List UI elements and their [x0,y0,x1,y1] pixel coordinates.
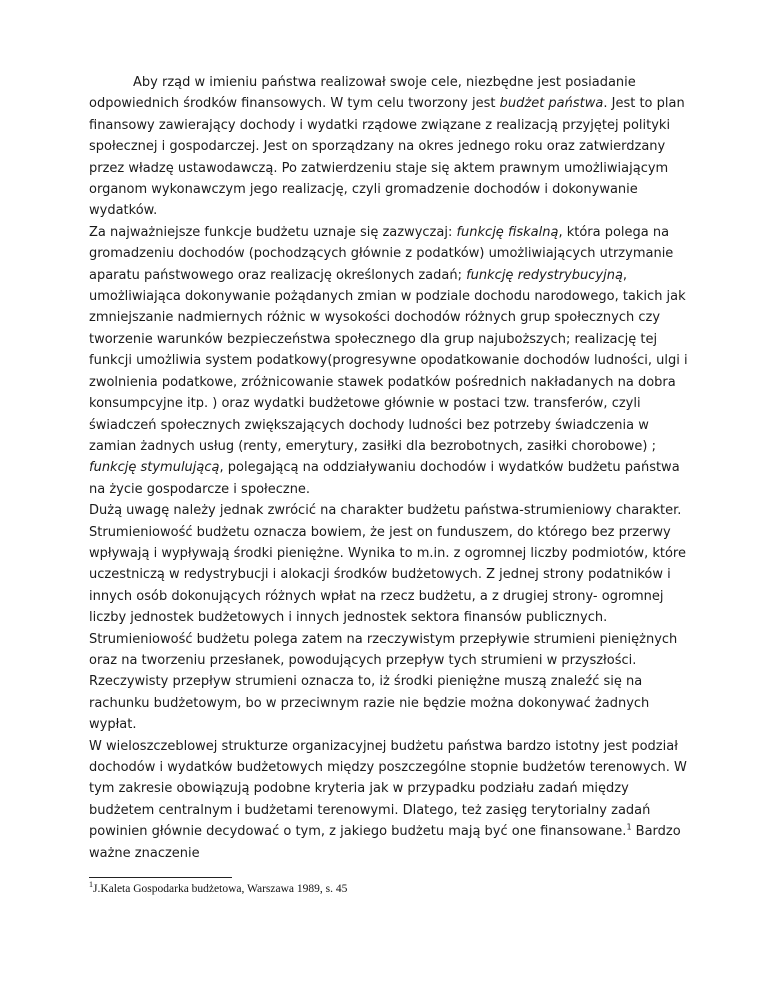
body-text [89,72,689,864]
footnote-reference[interactable]: 1 [626,822,632,832]
emphasis-funkcja-redystrybucyjna: funkcję redystrybucyjną [466,267,623,283]
footnote-marker: 1 [89,880,93,890]
paragraph-3: Dużą uwagę należy jednak zwrócić na charakter budżetu państwa-strumieniowy charakter. Strumieniowość budżetu oznacza bowiem, że jest on funduszem, do którego bez przerwy wpływają i wypływają środki pieniężne. Wynika to m.in. z ogromnej liczby podmiotów, które uczestniczą w redystrybucji i alokacji środków budżetowych. Z jednej strony podatników i innych osób dokonujących różnych wpłat na rzecz budżetu, a z drugiej strony- ogromnej liczby jednostek budżetowych i innych jednostek sektora finansów publicznych. [89,503,686,626]
footnote-separator [89,877,232,878]
paragraph-2: Za najważniejsze funkcje budżetu uznaje się zazwyczaj: funkcję fiskalną, która polega na gromadzeniu dochodów (pochodzących głównie z podatków) umożliwiających utrzymanie aparatu państwowego oraz realizację określonych zadań; funkcję redystrybucyjną, umożliwiająca dokonywanie pożądanych zmian w podziale dochodu narodowego, takich jak zmniejszanie nadmiernych różnic w wysokości dochodów różnych grup społecznych czy tworzenie warunków bezpieczeństwa społecznego dla grup najuboższych; realizację tej funkcji umożliwia system podatkowy(progresywne opodatkowanie dochodów ludności, ulgi i zwolnienia podatkowe, zróżnicowanie stawek podatków pośrednich nakładanych na dobra konsumpcyjne itp. ) oraz wydatki budżetowe głównie w postaci tzw. transferów, czyli świadczeń społecznych zwiększających dochody ludności bez potrzeby świadczenia w zamian żadnych usług (renty, emerytury, zasiłki dla bezrobotnych, zasiłki chorobowe) ; funkcję stymulującą, polegającą na oddziaływaniu dochodów i wydatków budżetu państwa na życie gospodarcze i społeczne. [89,224,688,497]
paragraph-5: Rzeczywisty przepływ strumieni oznacza to, iż środki pieniężne muszą znaleźć się na rachunku budżetowym, bo w przeciwnym razie nie będzie można dokonywać żadnych wypłat. [89,674,650,733]
emphasis-funkcja-fiskalna: funkcję fiskalną [456,224,559,240]
paragraph-1: Aby rząd w imieniu państwa realizował swoje cele, niezbędne jest posiadanie odpowiednich środków finansowych. W tym celu tworzony jest budżet państwa. Jest to plan finansowy zawierający dochody i wydatki rządowe związane z realizacją przyjętej polityki społecznej i gospodarczej. Jest on sporządzany na okres jednego roku oraz zatwierdzany przez władzę ustawodawczą. Po zatwierdzeniu staje się aktem prawnym umożliwiającym organom wykonawczym jego realizację, czyli gromadzenie dochodów i dokonywanie wydatków. [89,75,685,219]
footnote-text: J.Kaleta Gospodarka budżetowa, Warszawa 1989, s. 45 [93,883,348,895]
paragraph-6: W wieloszczeblowej strukturze organizacyjnej budżetu państwa bardzo istotny jest podział dochodów i wydatków budżetowych między poszczególne stopnie budżetów terenowych. W tym zakresie obowiązują podobne kryteria jak w przypadku podziału zadań między budżetem centralnym i budżetami terenowymi. Dlatego, też zasięg terytorialny zadań powinien głównie decydować o tym, z jakiego budżetu mają być one finansowane.$^1$ Bardzo ważne znaczenie [89,738,687,861]
paragraph-4: Strumieniowość budżetu polega zatem na rzeczywistym przepływie strumieni pieniężnych oraz na tworzeniu przesłanek, powodujących przepływ tych strumieni w przyszłości. [89,631,678,668]
emphasis-budzet-panstwa: budżet państwa [499,96,604,112]
footnote [89,882,689,897]
emphasis-funkcja-stymulujaca: funkcję stymulującą [89,460,220,476]
